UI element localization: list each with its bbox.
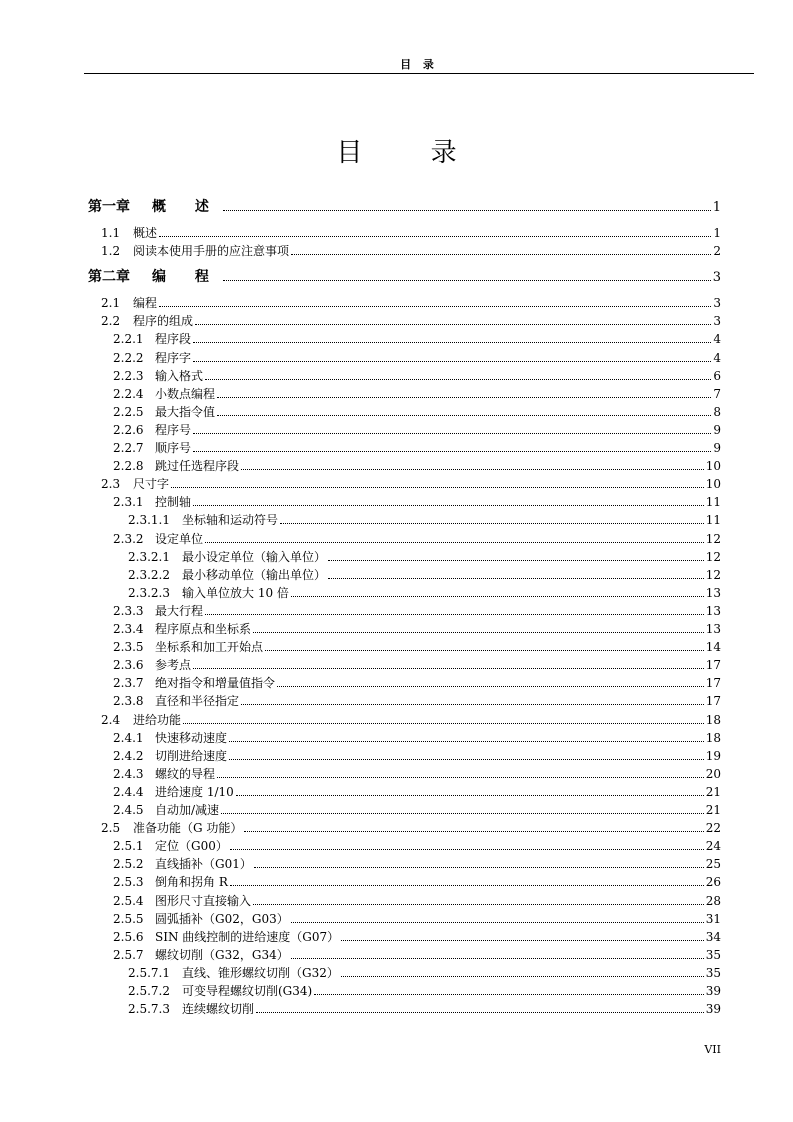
toc-row[interactable] <box>113 803 721 817</box>
toc-leader-dots <box>193 424 711 434</box>
toc-entry-number: 2.2.1 <box>113 332 144 347</box>
toc-entry-page: 24 <box>705 839 721 854</box>
toc-entry-page: 26 <box>705 875 721 890</box>
toc-entry-page: 18 <box>705 730 721 745</box>
toc-leader-dots <box>314 985 703 995</box>
toc-entry-number: 2.5.1 <box>113 839 144 854</box>
toc-row[interactable] <box>113 532 721 546</box>
toc-leader-dots <box>241 695 704 705</box>
toc-entry-number: 2.2.2 <box>113 350 144 365</box>
toc-entry-number: 2.3.1 <box>113 495 144 510</box>
toc-entry-number: 2.4.2 <box>113 748 144 763</box>
toc-entry-page: 13 <box>705 622 721 636</box>
toc-row[interactable] <box>128 984 721 998</box>
toc-chapter-row[interactable] <box>88 270 721 285</box>
toc-leader-dots <box>193 496 704 506</box>
toc-entry-title: 概 述 <box>152 199 221 215</box>
toc-entry-number: 2.5.4 <box>113 893 144 908</box>
toc-leader-dots <box>195 315 711 325</box>
toc-leader-dots <box>341 931 704 941</box>
toc-entry-number: 2.5.3 <box>113 875 144 890</box>
toc-row[interactable] <box>101 713 721 727</box>
toc-entry-page: 22 <box>705 821 721 836</box>
toc-entry-number: 2.5.7.3 <box>128 1002 170 1017</box>
toc-entry-number: 1.2 <box>101 244 121 259</box>
toc-entry-title: 概述 <box>133 226 158 240</box>
toc-row[interactable] <box>128 550 721 564</box>
toc-entry-title: 绝对指令和增量值指令 <box>155 676 276 691</box>
toc-entry-number: 2.3.8 <box>113 694 144 709</box>
toc-entry-number: 2.5.7.1 <box>128 965 170 980</box>
toc-entry-title: 螺纹切削（G32，G34） <box>155 947 289 962</box>
toc-entry-page: 21 <box>705 803 721 817</box>
toc-entry-number: 2.3.1.1 <box>128 513 170 528</box>
toc-leader-dots <box>183 714 704 724</box>
toc-entry-number: 1.1 <box>101 226 121 240</box>
toc-row[interactable] <box>113 351 721 365</box>
toc-row[interactable] <box>101 226 721 240</box>
toc-leader-dots <box>217 768 704 778</box>
toc-entry-title: 程序段 <box>155 332 192 347</box>
toc-row[interactable] <box>113 731 721 745</box>
toc-entry-title: 自动加/减速 <box>155 803 220 817</box>
toc-row[interactable] <box>113 622 721 636</box>
toc-entry-number: 2.4.5 <box>113 803 144 817</box>
toc-entry-title: 直线、锥形螺纹切削（G32） <box>182 965 339 980</box>
toc-leader-dots <box>193 333 711 343</box>
toc-entry-number: 2.3.2.2 <box>128 567 170 582</box>
toc-row[interactable] <box>101 244 721 258</box>
toc-entry-page: 11 <box>705 513 721 528</box>
toc-leader-dots <box>236 786 704 796</box>
toc-entry-page: 7 <box>713 386 721 401</box>
toc-row[interactable] <box>113 640 721 654</box>
toc-leader-dots <box>277 677 704 687</box>
toc-entry-page: 39 <box>705 1002 721 1017</box>
toc-entry-number: 2.2.7 <box>113 441 144 455</box>
toc-entry-page: 8 <box>713 404 721 419</box>
toc-entry-page: 6 <box>713 368 721 383</box>
toc-entry-number: 2.5.7 <box>113 947 144 962</box>
toc-row[interactable] <box>101 477 721 491</box>
toc-entry-number: 第二章 <box>88 269 130 286</box>
toc-entry-number: 2.4.1 <box>113 730 144 745</box>
toc-entry-page: 4 <box>713 350 721 365</box>
toc-entry-title: 可变导程螺纹切削(G34) <box>182 984 313 998</box>
toc-row[interactable] <box>113 948 721 962</box>
page-number: VII <box>704 1043 721 1056</box>
toc-leader-dots <box>205 370 711 380</box>
toc-entry-number: 2.5.7.2 <box>128 984 170 998</box>
toc-entry-number: 2.5.2 <box>113 857 144 872</box>
toc-leader-dots <box>230 840 704 850</box>
toc-entry-page: 17 <box>705 676 721 691</box>
toc-entry-number: 2.3.2.3 <box>128 585 170 600</box>
toc-entry-page: 21 <box>705 784 721 799</box>
toc-entry-title: 进给功能 <box>133 712 182 727</box>
toc-leader-dots <box>256 1003 704 1013</box>
toc-row[interactable] <box>128 966 721 980</box>
toc-entry-title: 定位（G00） <box>155 839 228 854</box>
toc-entry-title: 进给速度 1/10 <box>155 784 234 799</box>
toc-row[interactable] <box>113 912 721 926</box>
toc-row[interactable] <box>113 894 721 908</box>
toc-entry-title: 程序原点和坐标系 <box>155 622 252 636</box>
toc-row[interactable] <box>113 604 721 618</box>
toc-entry-number: 2.3.5 <box>113 640 144 655</box>
toc-row[interactable] <box>113 369 721 383</box>
toc-entry-title: 螺纹的导程 <box>155 766 216 781</box>
toc-entry-title: 参考点 <box>155 658 192 673</box>
toc-entry-title: 程序的组成 <box>133 314 194 329</box>
toc-entry-number: 2.2 <box>101 314 121 329</box>
toc-row[interactable] <box>113 658 721 672</box>
toc-entry-title: 切削进给速度 <box>155 748 228 763</box>
toc-entry-page: 35 <box>705 965 721 980</box>
toc-entry-title: 程序号 <box>155 422 192 437</box>
toc-entry-page: 14 <box>705 640 721 655</box>
page-title: 目 录 <box>336 138 487 168</box>
toc-entry-title: 程序字 <box>155 350 192 365</box>
toc-leader-dots <box>171 478 704 488</box>
toc-entry-page: 35 <box>705 947 721 962</box>
toc-row[interactable] <box>113 332 721 346</box>
toc-leader-dots <box>253 623 704 633</box>
toc-entry-title: 编程 <box>133 296 158 311</box>
toc-entry-title: 坐标轴和运动符号 <box>182 513 279 528</box>
toc-leader-dots <box>159 227 711 237</box>
toc-entry-title: 阅读本使用手册的应注意事项 <box>133 244 290 259</box>
toc-leader-dots <box>241 460 704 470</box>
toc-entry-number: 2.4.3 <box>113 766 144 781</box>
toc-leader-dots <box>280 514 704 524</box>
toc-leader-dots <box>253 895 704 905</box>
toc-entry-title: 倒角和拐角 R <box>155 875 228 890</box>
toc-entry-number: 2.2.6 <box>113 422 144 437</box>
toc-entry-page: 13 <box>705 603 721 618</box>
toc-leader-dots <box>244 822 703 832</box>
toc-entry-title: 小数点编程 <box>155 386 216 401</box>
toc-entry-page: 18 <box>705 712 721 727</box>
toc-entry-page: 28 <box>705 893 721 908</box>
toc-entry-number: 2.2.3 <box>113 368 144 383</box>
toc-entry-title: 编 程 <box>152 269 221 286</box>
toc-entry-page: 3 <box>713 314 721 329</box>
toc-row[interactable] <box>113 785 721 799</box>
toc-row[interactable] <box>128 513 721 527</box>
toc-entry-page: 17 <box>705 658 721 673</box>
toc-entry-title: 直线插补（G01） <box>155 857 252 872</box>
toc-leader-dots <box>229 732 704 742</box>
toc-leader-dots <box>291 949 704 959</box>
toc-entry-page: 20 <box>705 766 721 781</box>
toc-leader-dots <box>291 913 704 923</box>
toc-entry-title: 连续螺纹切削 <box>182 1002 255 1017</box>
toc-row[interactable] <box>113 930 721 944</box>
toc-entry-page: 31 <box>705 911 721 926</box>
toc-entry-number: 2.2.5 <box>113 404 144 419</box>
toc-entry-page: 11 <box>705 495 721 510</box>
toc-leader-dots <box>254 858 704 868</box>
toc-row[interactable] <box>113 495 721 509</box>
toc-entry-page: 1 <box>712 200 721 215</box>
toc-row[interactable] <box>113 767 721 781</box>
running-header: 目 录 <box>400 58 438 71</box>
toc-row[interactable] <box>113 423 721 437</box>
toc-row[interactable] <box>113 839 721 853</box>
toc-entry-page: 3 <box>712 270 721 286</box>
toc-entry-title: 坐标系和加工开始点 <box>155 640 264 655</box>
toc-entry-number: 2.4.4 <box>113 784 144 799</box>
toc-entry-page: 4 <box>713 332 721 347</box>
toc-entry-page: 3 <box>713 296 721 311</box>
toc-leader-dots <box>193 442 711 452</box>
toc-row[interactable] <box>113 405 721 419</box>
toc-entry-page: 13 <box>705 585 721 600</box>
toc-entry-number: 2.3.3 <box>113 603 144 618</box>
toc-leader-dots <box>205 605 704 615</box>
toc-entry-number: 2.3.2 <box>113 531 144 546</box>
header-rule <box>84 73 754 74</box>
toc-entry-page: 10 <box>705 459 721 474</box>
toc-entry-title: SIN 曲线控制的进给速度（G07） <box>155 929 340 944</box>
toc-leader-dots <box>193 352 711 362</box>
toc-entry-title: 最大指令值 <box>155 404 216 419</box>
toc-row[interactable] <box>113 857 721 871</box>
toc-leader-dots <box>205 533 704 543</box>
toc-leader-dots <box>328 551 704 561</box>
toc-entry-title: 设定单位 <box>155 531 204 546</box>
toc-entry-title: 尺寸字 <box>133 477 170 492</box>
toc-row[interactable] <box>101 314 721 328</box>
toc-entry-page: 12 <box>705 567 721 582</box>
toc-entry-page: 2 <box>713 244 721 259</box>
toc-row[interactable] <box>113 676 721 690</box>
toc-entry-title: 快速移动速度 <box>155 730 228 745</box>
toc-row[interactable] <box>128 586 721 600</box>
toc-entry-number: 2.3.6 <box>113 658 144 673</box>
toc-entry-number: 2.5.6 <box>113 929 144 944</box>
toc-leader-dots <box>291 245 711 255</box>
toc-entry-page: 9 <box>713 422 721 437</box>
toc-entry-title: 圆弧插补（G02，G03） <box>155 911 289 926</box>
toc-leader-dots <box>223 201 711 211</box>
toc-chapter-row[interactable] <box>88 200 721 215</box>
toc-entry-number: 2.3.7 <box>113 676 144 691</box>
toc-entry-page: 39 <box>705 984 721 998</box>
toc-entry-title: 跳过任选程序段 <box>155 459 240 474</box>
toc-entry-title: 图形尺寸直接输入 <box>155 893 252 908</box>
toc-entry-page: 17 <box>705 694 721 709</box>
toc-leader-dots <box>265 641 704 651</box>
toc-entry-title: 顺序号 <box>155 441 192 455</box>
toc-entry-number: 2.1 <box>101 296 121 311</box>
toc-row[interactable] <box>113 749 721 763</box>
toc-row[interactable] <box>101 821 721 835</box>
toc-entry-page: 10 <box>705 477 721 492</box>
toc-entry-title: 输入格式 <box>155 368 204 383</box>
toc-entry-number: 2.5 <box>101 821 121 836</box>
toc-row[interactable] <box>113 694 721 708</box>
toc-entry-number: 2.5.5 <box>113 911 144 926</box>
toc-leader-dots <box>291 587 704 597</box>
toc-row[interactable] <box>101 296 721 310</box>
toc-entry-number: 2.2.8 <box>113 459 144 474</box>
toc-row[interactable] <box>113 459 721 473</box>
toc-entry-number: 2.3.4 <box>113 622 144 636</box>
toc-leader-dots <box>223 271 711 281</box>
toc-entry-title: 准备功能（G 功能） <box>133 821 243 836</box>
toc-entry-title: 最小设定单位（输入单位） <box>182 549 327 564</box>
toc-entry-page: 34 <box>705 929 721 944</box>
toc-leader-dots <box>328 569 704 579</box>
toc-entry-title: 最小移动单位（输出单位） <box>182 567 327 582</box>
toc-entry-number: 2.4 <box>101 712 121 727</box>
toc-leader-dots <box>217 388 711 398</box>
toc-entry-number: 2.2.4 <box>113 386 144 401</box>
toc-entry-title: 直径和半径指定 <box>155 694 240 709</box>
toc-row[interactable] <box>113 875 721 889</box>
toc-entry-page: 12 <box>705 549 721 564</box>
toc-leader-dots <box>193 659 704 669</box>
toc-entry-page: 9 <box>713 441 721 455</box>
toc-row[interactable] <box>128 568 721 582</box>
toc-row[interactable] <box>128 1002 721 1016</box>
toc-entry-page: 25 <box>705 857 721 872</box>
toc-leader-dots <box>341 967 704 977</box>
toc-row[interactable] <box>113 441 721 455</box>
toc-leader-dots <box>229 750 704 760</box>
toc-leader-dots <box>230 876 704 886</box>
toc-leader-dots <box>221 804 704 814</box>
toc-entry-number: 第一章 <box>88 199 130 215</box>
toc-entry-page: 12 <box>705 531 721 546</box>
toc-entry-title: 输入单位放大 10 倍 <box>182 585 289 600</box>
toc-entry-page: 1 <box>713 226 721 240</box>
toc-entry-number: 2.3 <box>101 477 121 492</box>
toc-leader-dots <box>217 406 711 416</box>
toc-entry-title: 控制轴 <box>155 495 192 510</box>
toc-row[interactable] <box>113 387 721 401</box>
toc-entry-page: 19 <box>705 748 721 763</box>
toc-leader-dots <box>159 297 711 307</box>
toc-entry-number: 2.3.2.1 <box>128 549 170 564</box>
toc-entry-title: 最大行程 <box>155 603 204 618</box>
